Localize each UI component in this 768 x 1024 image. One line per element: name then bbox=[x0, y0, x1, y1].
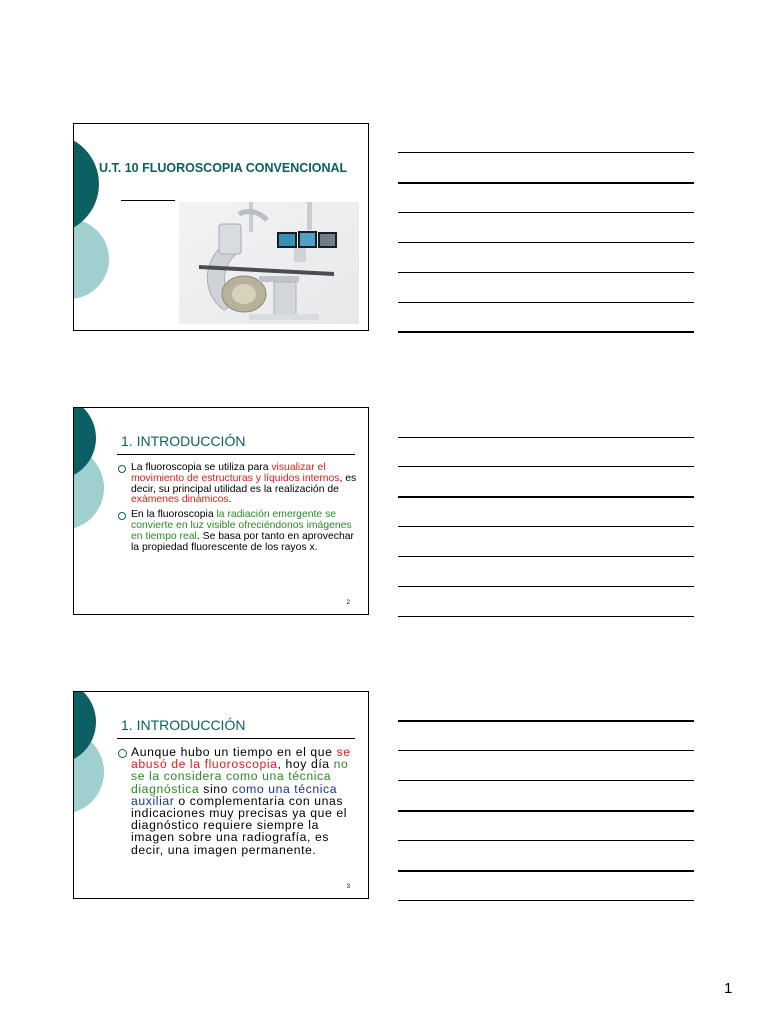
slide-decoration bbox=[74, 408, 114, 615]
fluoroscopy-equipment-photo bbox=[179, 202, 359, 324]
slide-title: U.T. 10 FLUOROSCOPIA CONVENCIONAL bbox=[99, 161, 348, 175]
text-segment: , hoy día bbox=[277, 757, 334, 772]
heading-rule bbox=[117, 738, 355, 739]
slide-decoration bbox=[74, 692, 114, 899]
slide-1 bbox=[73, 123, 369, 331]
note-line bbox=[398, 152, 694, 153]
note-line bbox=[398, 750, 694, 751]
note-line bbox=[398, 616, 694, 617]
note-line bbox=[398, 526, 694, 527]
note-line bbox=[398, 212, 694, 213]
heading-rule bbox=[117, 454, 355, 455]
note-line bbox=[398, 840, 694, 841]
note-line bbox=[398, 780, 694, 781]
highlight-red: visualizar el movimiento de estructuras y líquidos internos bbox=[131, 462, 340, 484]
note-line bbox=[398, 466, 694, 467]
note-line bbox=[398, 496, 694, 498]
highlight-green: la radiación emergente se convierte en luz visible ofreciéndonos imágenes en tiempo real bbox=[131, 509, 352, 542]
note-line bbox=[398, 720, 694, 722]
note-line bbox=[398, 272, 694, 273]
highlight-blue: como una técnica auxiliar bbox=[131, 781, 338, 808]
slide-2 bbox=[73, 407, 369, 615]
slide-page-number: 3 bbox=[346, 884, 350, 890]
note-line bbox=[398, 331, 694, 333]
note-line bbox=[398, 556, 694, 557]
note-line bbox=[398, 586, 694, 587]
slide-page-number: 2 bbox=[346, 600, 350, 606]
note-line bbox=[398, 870, 694, 872]
slide-heading: 1. INTRODUCCIÓN bbox=[121, 433, 246, 449]
text-segment: , es decir, su principal utilidad es la realización de bbox=[131, 472, 357, 495]
note-line bbox=[398, 900, 694, 901]
text-segment: . bbox=[228, 494, 232, 506]
text-segment: sino bbox=[199, 781, 232, 796]
slide-body bbox=[117, 746, 357, 860]
note-line bbox=[398, 242, 694, 243]
highlight-red: se abusó de la fluoroscopia bbox=[131, 745, 351, 772]
note-line bbox=[398, 302, 694, 303]
note-line bbox=[398, 810, 694, 812]
text-segment: . Se basa por tanto en aprovechar la propiedad fluorescente de los rayos x. bbox=[131, 530, 354, 553]
text-segment: o complementaria con unas indicaciones muy precisas ya que el diagnóstico requiere siempre la imagen sobre una radiografía, es decir, una imagen permanente. bbox=[131, 793, 348, 857]
title-rule bbox=[121, 200, 175, 201]
slide-3 bbox=[73, 691, 369, 899]
note-line bbox=[398, 182, 694, 184]
bullet-circle-icon bbox=[118, 749, 127, 758]
highlight-green: no se la considera como una técnica diagnóstica bbox=[131, 757, 349, 796]
slide-body bbox=[117, 463, 357, 557]
text-segment: Aunque hubo un tiempo en el que bbox=[131, 745, 337, 759]
text-segment: En la fluoroscopia bbox=[131, 509, 217, 521]
slide-heading: 1. INTRODUCCIÓN bbox=[121, 717, 246, 733]
bullet-item bbox=[117, 746, 357, 856]
page-number: 1 bbox=[724, 980, 733, 997]
bullet-circle-icon bbox=[118, 512, 126, 520]
bullet-item bbox=[117, 510, 357, 553]
text-segment: La fluoroscopia se utiliza para bbox=[131, 462, 272, 473]
note-line bbox=[398, 437, 694, 438]
bullet-circle-icon bbox=[118, 465, 126, 473]
slide-decoration bbox=[74, 124, 114, 331]
bullet-item bbox=[117, 463, 357, 506]
highlight-red: exámenes dinámicos bbox=[131, 494, 229, 506]
